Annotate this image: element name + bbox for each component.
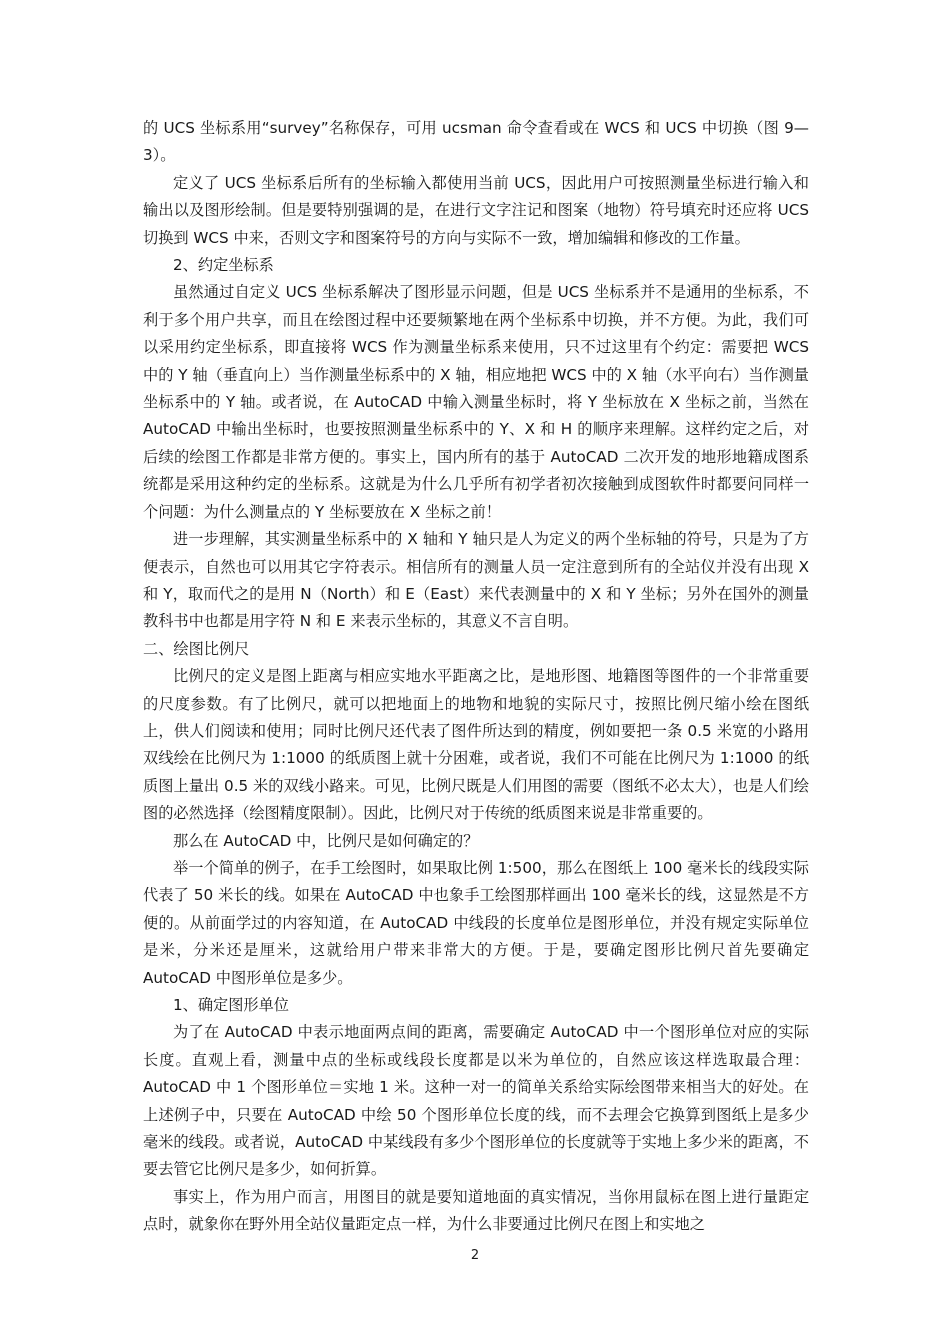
section-heading: 1、确定图形单位: [173, 996, 289, 1014]
paragraph: 定义了 UCS 坐标系后所有的坐标输入都使用当前 UCS，因此用户可按照测量坐标进行输入和输出以及图形绘制。但是要特别强调的是，在进行文字注记和图案（地物）符号填充时还应将 UCS 切换到 WCS 中来，否则文字和图案符号的方向与实际不一致，增加编辑和修改的工作量。: [143, 173, 809, 247]
paragraph: 举一个简单的例子，在手工绘图时，如果取比例 1:500，那么在图纸上 100 毫米长的线段实际代表了 50 米长的线。如果在 AutoCAD 中也象手工绘图那样画出 100 毫米长的线，这显然是不方便的。从前面学过的内容知道，在 AutoCAD 中线段的长度单位是图形单位，并没有规定实际单位是米，分米还是厘米，这就给用户带来非常大的方便。于是，要确定图形比例尺首先要确定 AutoCAD 中图形单位是多少。: [143, 858, 809, 987]
section-heading: 二、绘图比例尺: [143, 639, 250, 658]
section-heading: 2、约定坐标系: [173, 256, 274, 275]
paragraph: 事实上，作为用户而言，用图目的就是要知道地面的真实情况，当你用鼠标在图上进行量距定点时，就象你在野外用全站仪量距定点一样，为什么非要通过比例尺在图上和实地之: [143, 1187, 809, 1234]
paragraph: 比例尺的定义是图上距离与相应实地水平距离之比，是地形图、地籍图等图件的一个非常重要的尺度参数。有了比例尺，就可以把地面上的地物和地貌的实际尺寸，按照比例尺缩小绘在图纸上，供人们阅读和使用；同时比例尺还代表了图件所达到的精度，例如要把一条 0.5 米宽的小路用双线绘在比例尺为 1:1000 的纸质图上就十分困难，或者说，我们不可能在比例尺为 1:1000 的纸质图上量出 0.5 米的双线小路来。可见，比例尺既是人们用图的需要（图纸不必太大），也是人们绘图的必然选择（绘图精度限制）。因此，比例尺对于传统的纸质图来说是非常重要的。: [143, 667, 810, 823]
paragraph: 那么在 AutoCAD 中，比例尺是如何确定的？: [173, 831, 479, 850]
document-body: [143, 115, 809, 1239]
paragraph: 虽然通过自定义 UCS 坐标系解决了图形显示问题，但是 UCS 坐标系并不是通用的坐标系，不利于多个用户共享，而且在绘图过程中还要频繁地在两个坐标系中切换，并不方便。为此，我们可以采用约定坐标系，即直接将 WCS 作为测量坐标系来使用，只不过这里有个约定：需要把 WCS 中的 Y 轴（垂直向上）当作测量坐标系中的 X 轴，相应地把 WCS 中的 X 轴（水平向右）当作测量坐标系中的 Y 轴。或者说，在 AutoCAD 中输入测量坐标时，将 Y 坐标放在 X 坐标之前，当然在 AutoCAD 中输出坐标时，也要按照测量坐标系中的 Y、X 和 H 的顺序来理解。这样约定之后，对后续的绘图工作都是非常方便的。事实上，国内所有的基于 AutoCAD 二次开发的地形地籍成图系统都是采用这种约定的坐标系。这就是为什么几乎所有初学者初次接触到成图软件时都要问同样一个问题：为什么测量点的 Y 坐标要放在 X 坐标之前！: [143, 283, 809, 521]
paragraph: 为了在 AutoCAD 中表示地面两点间的距离，需要确定 AutoCAD 中一个图形单位对应的实际长度。直观上看，测量中点的坐标或线段长度都是以米为单位的，自然应该这样选取最合理：AutoCAD 中 1 个图形单位＝实地 1 米。这种一对一的简单关系给实际绘图带来相当大的好处。在上述例子中，只要在 AutoCAD 中绘 50 个图形单位长度的线，而不去理会它换算到图纸上是多少毫米的线段。或者说，AutoCAD 中某线段有多少个图形单位的长度就等于实地上多少米的距离，不要去管它比例尺是多少，如何折算。: [143, 1023, 809, 1179]
page-number: 2: [470, 1248, 480, 1263]
paragraph: 的 UCS 坐标系用“survey”名称保存，可用 ucsman 命令查看或在 WCS 和 UCS 中切换（图 9—3）。: [143, 119, 809, 165]
paragraph: 进一步理解，其实测量坐标系中的 X 轴和 Y 轴只是人为定义的两个坐标轴的符号，只是为了方便表示，自然也可以用其它字符表示。相信所有的测量人员一定注意到所有的全站仪并没有出现 X 和 Y，取而代之的是用 N（North）和 E（East）来代表测量中的 X 和 Y 坐标；另外在国外的测量教科书中也都是用字符 N 和 E 来表示坐标的，其意义不言自明。: [143, 530, 809, 631]
